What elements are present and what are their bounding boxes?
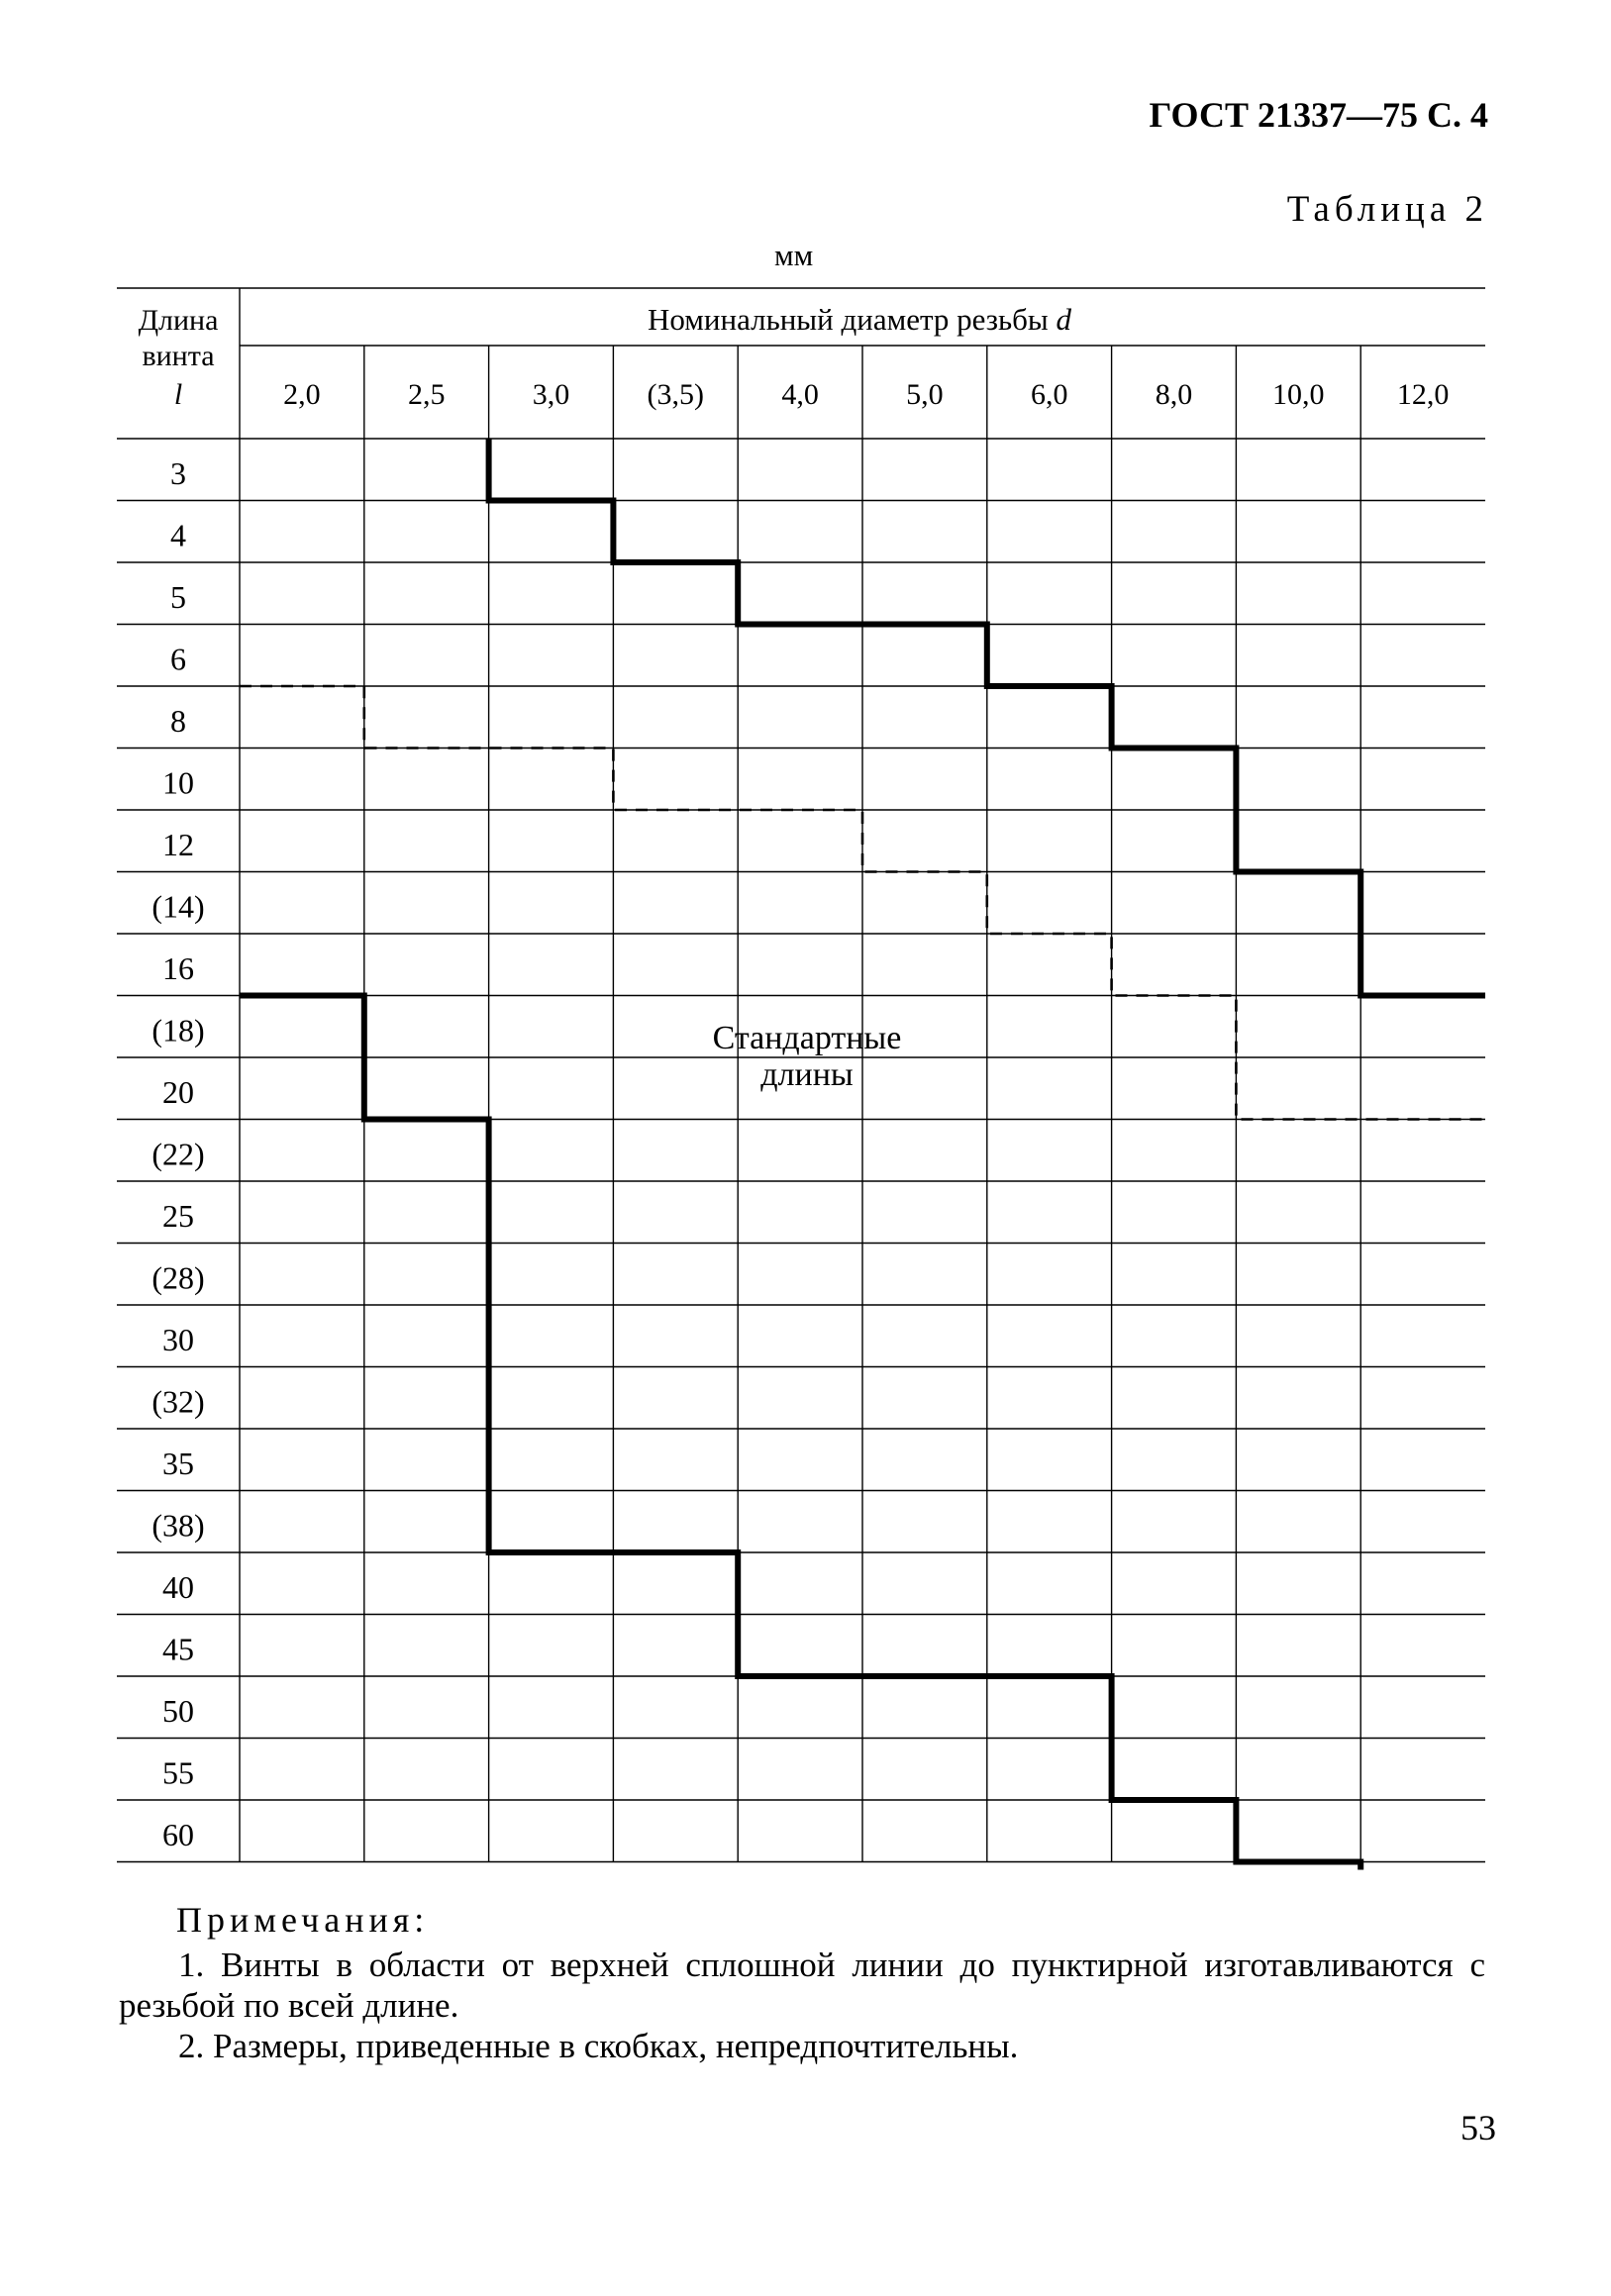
- length-label: 4: [170, 517, 186, 553]
- column-group-header: Номинальный диаметр резьбы d: [647, 302, 1072, 337]
- length-label: 30: [162, 1322, 194, 1357]
- length-label: (14): [151, 888, 205, 925]
- standard-lengths-line1: Стандартные: [712, 1020, 902, 1056]
- diameter-label: 8,0: [1155, 378, 1193, 411]
- length-label: 8: [170, 703, 186, 739]
- length-label: (28): [151, 1259, 205, 1296]
- page-number: 53: [1460, 2108, 1496, 2147]
- length-label: 16: [162, 950, 194, 986]
- diameter-label: 5,0: [906, 378, 944, 411]
- length-label: 35: [162, 1446, 194, 1481]
- length-label: 6: [170, 641, 186, 677]
- diameter-label: 10,0: [1272, 378, 1325, 411]
- length-label: 12: [162, 827, 194, 862]
- length-label: (38): [151, 1507, 205, 1544]
- length-label: (22): [151, 1136, 205, 1172]
- standard-lengths-line2: длины: [760, 1056, 854, 1093]
- notes-title: Примечания:: [176, 1900, 430, 1940]
- standard-lengths-label: [614, 1020, 1000, 1093]
- diameter-label: 3,0: [532, 378, 570, 411]
- length-label: 20: [162, 1074, 194, 1110]
- length-label: 3: [170, 455, 186, 491]
- diameter-label: 6,0: [1030, 378, 1068, 411]
- row-header-label: винта: [142, 340, 215, 372]
- diameter-label: 2,5: [407, 378, 446, 411]
- row-header-label: Длина: [138, 304, 219, 337]
- length-label: 40: [162, 1569, 194, 1605]
- length-label: 5: [170, 579, 186, 615]
- diameter-label: (3,5): [647, 378, 705, 411]
- note-item: 2. Размеры, приведенные в скобках, непредпочтительны.: [178, 2027, 1019, 2065]
- row-header-symbol: l: [173, 378, 183, 411]
- length-labels: [151, 455, 204, 1852]
- length-label: 60: [162, 1817, 194, 1852]
- diameter-labels: [283, 378, 1449, 411]
- table-number: Таблица 2: [1286, 189, 1488, 230]
- length-label: 50: [162, 1693, 194, 1729]
- diameter-label: 4,0: [781, 378, 819, 411]
- length-label: 45: [162, 1631, 194, 1667]
- length-label: (18): [151, 1012, 205, 1048]
- length-label: 25: [162, 1198, 194, 1234]
- length-label: 10: [162, 764, 194, 801]
- diameter-label: 2,0: [283, 378, 321, 411]
- length-label: 55: [162, 1754, 194, 1791]
- length-label: (32): [151, 1383, 205, 1420]
- document-header: ГОСТ 21337—75 С. 4: [1149, 95, 1488, 135]
- diameter-label: 12,0: [1396, 378, 1450, 411]
- note-item: 1. Винты в области от верхней сплошной линии до пунктирной изготавливаются с резьбой по всей длине.: [119, 1946, 1485, 2025]
- table-units: мм: [774, 238, 814, 272]
